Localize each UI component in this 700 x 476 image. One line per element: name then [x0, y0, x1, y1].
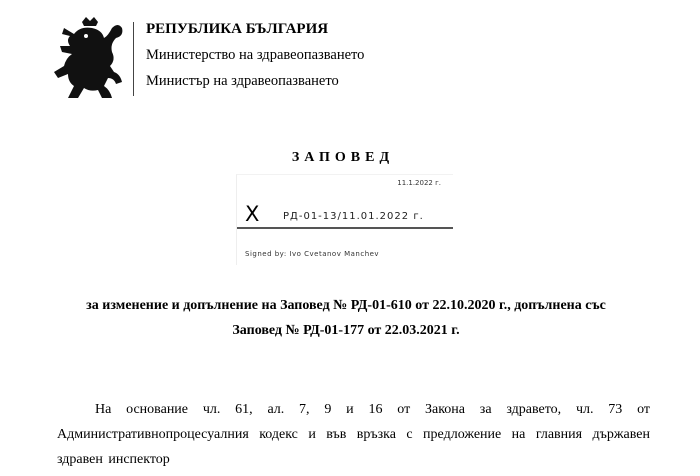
digital-signature-box[interactable] [236, 174, 453, 265]
subject-line: Заповед № РД-01-177 от 22.03.2021 г. [232, 323, 460, 338]
signature-date: 11.1.2022 г. [397, 179, 441, 187]
document-title: ЗАПОВЕД [291, 150, 395, 165]
document-subject [40, 293, 652, 343]
coat-of-arms-lion-logo [52, 16, 130, 104]
signature-mark: X [245, 202, 260, 226]
header-divider [133, 22, 134, 96]
country-name: РЕПУБЛИКА БЪЛГАРИЯ [146, 21, 329, 37]
ministry-name: Министерство на здравеопазването [146, 47, 365, 63]
signed-by: Signed by: Ivo Cvetanov Manchev [245, 250, 380, 258]
document-number: РД-01-13/11.01.2022 г. [283, 211, 424, 222]
signature-line [237, 227, 453, 229]
subject-line: за изменение и допълнение на Заповед № РД-01-610 от 22.10.2020 г., допълнена със [86, 298, 606, 313]
body-paragraph: На основание чл. 61, ал. 7, 9 и 16 от Закона за здравето, чл. 73 от Административнопроцесуалния кодекс и във връзка с предложение на главния държавен здравен инспектор [57, 402, 650, 467]
minister-title: Министър на здравеопазването [146, 73, 339, 89]
